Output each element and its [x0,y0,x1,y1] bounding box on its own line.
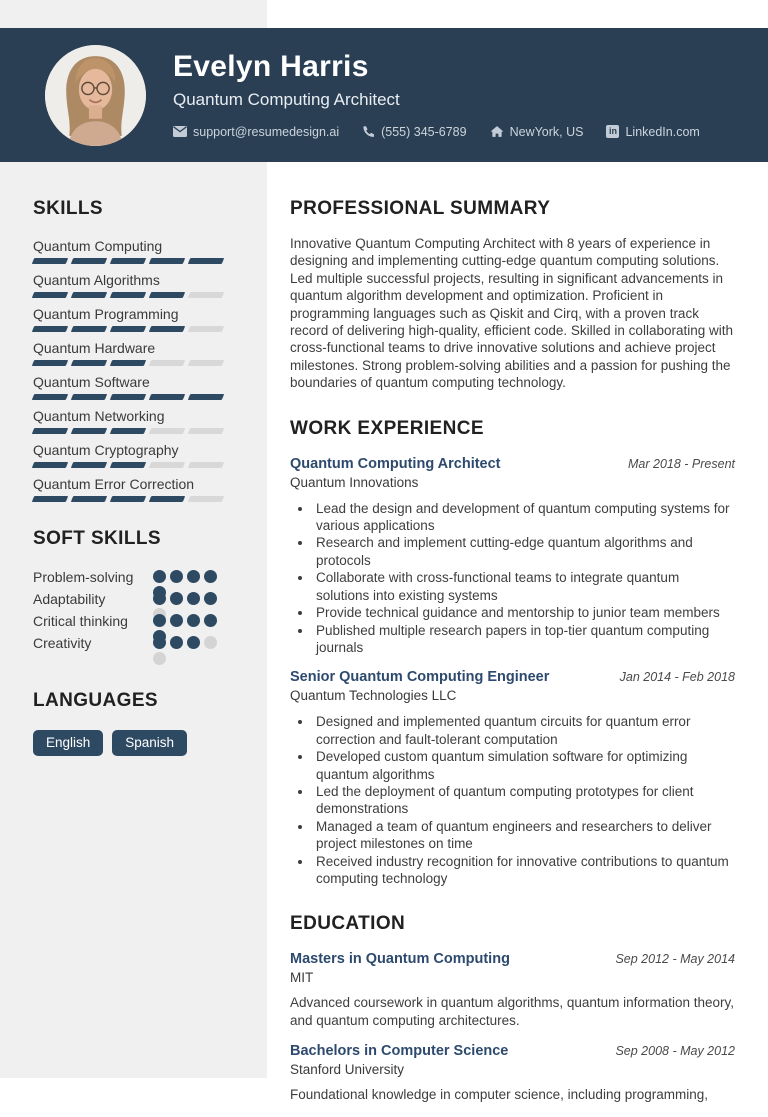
avatar-illustration [45,45,146,146]
skill-item [33,442,223,468]
home-icon [490,125,504,138]
bar-segment-filled [110,258,146,264]
skill-name: Quantum Cryptography [33,442,179,458]
education-school: Stanford University [290,1062,405,1078]
soft-skill-rating-dots [153,614,223,627]
soft-skill-name: Critical thinking [33,613,128,629]
bullet-item: • Developed custom quantum simulation software for optimizing quantum algorithms [313,748,735,783]
soft-skill-name: Problem-solving [33,569,134,585]
education-entry-header [290,950,735,968]
bar-segment-filled [110,326,146,332]
bar-segment-empty [149,462,185,468]
bar-segment-empty [149,360,185,366]
skill-level-bar [33,428,223,434]
main-column [267,162,768,1117]
languages-list [33,730,223,756]
education-dates: Sep 2012 - May 2014 [615,952,735,967]
rating-dot-filled [187,570,200,583]
education-description: Advanced coursework in quantum algorithms, quantum information theory, and quantum computing architectures. [290,995,734,1028]
skill-name: Quantum Programming [33,306,179,322]
bar-segment-filled [32,360,68,366]
rating-dot-filled [170,614,183,627]
education-degree: Masters in Quantum Computing [290,951,510,968]
bar-segment-empty [188,428,224,434]
contact-phone-text: (555) 345-6789 [381,124,467,139]
language-tag: English [33,730,103,756]
education-section-title: EDUCATION [290,913,406,935]
job-company: Quantum Technologies LLC [290,688,457,704]
experience-list [290,455,735,888]
bar-segment-filled [110,496,146,502]
job-title: Quantum Computing Architect [290,455,501,472]
soft-skill-item [33,634,223,656]
job-entry [290,455,735,657]
bar-segment-filled [32,428,68,434]
bar-segment-filled [110,428,146,434]
bar-segment-filled [32,292,68,298]
soft-skill-rating-dots [153,636,223,649]
skill-name: Quantum Computing [33,238,163,254]
rating-dot-filled [170,636,183,649]
contact-phone [362,125,466,139]
education-dates: Sep 2008 - May 2012 [615,1044,735,1059]
bar-segment-filled [110,360,146,366]
bullet-item: • Designed and implemented quantum circuits for quantum error correction and fault-tolerant computation [313,713,735,748]
rating-dot-empty [153,652,166,665]
rating-dot-filled [153,592,166,605]
soft-skill-name: Adaptability [33,591,106,607]
bar-segment-filled [71,258,107,264]
bar-segment-filled [149,394,185,400]
job-dates: Jan 2014 - Feb 2018 [619,670,735,685]
skill-level-bar [33,496,223,502]
skill-level-bar [33,292,223,298]
bar-segment-filled [110,462,146,468]
skill-name: Quantum Hardware [33,340,156,356]
rating-dot-filled [153,570,166,583]
skill-name: Quantum Error Correction [33,476,195,492]
sidebar [0,162,267,756]
contact-email-text: support@resumedesign.ai [193,124,340,139]
rating-dot-filled [187,592,200,605]
soft-skills-list [33,568,223,656]
bar-segment-filled [188,258,224,264]
bar-segment-filled [110,394,146,400]
skill-item [33,374,223,400]
bar-segment-empty [188,496,224,502]
skills-section-title: SKILLS [33,198,103,219]
contact-linkedin-text: LinkedIn.com [625,124,700,139]
experience-section-title: WORK EXPERIENCE [290,417,484,439]
soft-skill-item [33,590,223,612]
skill-name: Quantum Networking [33,408,165,424]
bar-segment-filled [32,462,68,468]
skill-item [33,408,223,434]
language-tag: Spanish [112,730,187,756]
skills-list [33,238,223,502]
languages-section-title: LANGUAGES [33,690,158,711]
job-entry [290,668,735,887]
contact-location [490,125,584,139]
skill-item [33,340,223,366]
skill-name: Quantum Software [33,374,150,390]
skill-level-bar [33,258,223,264]
bar-segment-filled [32,394,68,400]
person-name: Evelyn Harris [173,50,369,84]
envelope-icon [173,126,187,137]
linkedin-icon: in [606,125,619,138]
rating-dot-filled [187,614,200,627]
skill-level-bar [33,462,223,468]
profile-photo [45,45,146,146]
job-bullet-list [290,713,735,887]
education-school: MIT [290,970,314,986]
resume-header [0,28,768,162]
skill-name: Quantum Algorithms [33,272,160,288]
job-title: Senior Quantum Computing Engineer [290,669,550,686]
rating-dot-filled [187,636,200,649]
bar-segment-filled [110,292,146,298]
skill-level-bar [33,326,223,332]
education-degree: Bachelors in Computer Science [290,1043,509,1060]
bar-segment-empty [188,462,224,468]
bullet-item: • Led the deployment of quantum computing prototypes for client demonstrations [313,783,735,818]
rating-dot-filled [170,592,183,605]
job-entry-header [290,668,735,686]
soft-skill-item [33,568,223,590]
rating-dot-filled [153,636,166,649]
skill-level-bar [33,360,223,366]
rating-dot-filled [170,570,183,583]
bullet-item: • Lead the design and development of quantum computing systems for various applications [313,500,735,535]
skill-item [33,272,223,298]
person-job-title: Quantum Computing Architect [173,89,400,109]
bar-segment-filled [71,394,107,400]
bullet-item: • Collaborate with cross-functional teams to integrate quantum solutions into existing systems [313,569,735,604]
bar-segment-filled [149,496,185,502]
bar-segment-empty [149,428,185,434]
rating-dot-empty [204,636,217,649]
job-bullet-list [290,500,735,657]
rating-dot-filled [204,570,217,583]
contact-row [173,125,700,139]
bar-segment-filled [32,496,68,502]
bar-segment-filled [149,258,185,264]
soft-skill-rating-dots [153,592,223,605]
bar-segment-filled [71,326,107,332]
education-entry-header [290,1042,735,1060]
contact-email [173,125,339,139]
soft-skill-name: Creativity [33,635,92,651]
education-description: Foundational knowledge in computer science, including programming, [290,1087,708,1103]
rating-dot-filled [153,614,166,627]
skill-item [33,238,223,264]
summary-text: Innovative Quantum Computing Architect with 8 years of experience in designing and implementing cutting-edge quantum computing solutions. Led multiple successful projects, resulting in significant advancements in quantum algorithm development and optimization. Proficient in programming languages such as Qiskit and Cirq, with a proven track record of delivering high-quality, efficient code. Skilled in collaborating with cross-functional teams to drive innovative solutions and achieve project milestones. Strong problem-solving abilities and a passion for pushing the boundaries of quantum computing technology. [290,236,733,391]
skill-item [33,306,223,332]
bar-segment-empty [188,326,224,332]
bullet-item: • Published multiple research papers in top-tier quantum computing journals [313,622,735,657]
job-dates: Mar 2018 - Present [628,456,735,471]
contact-linkedin [606,125,699,139]
contact-location-text: NewYork, US [509,124,584,139]
bar-segment-filled [188,394,224,400]
education-entry [290,950,735,1029]
skill-level-bar [33,394,223,400]
bar-segment-empty [188,360,224,366]
bar-segment-filled [149,326,185,332]
bar-segment-filled [71,496,107,502]
education-list [290,950,735,1103]
rating-dot-filled [204,592,217,605]
education-entry [290,1042,735,1103]
bullet-item: • Provide technical guidance and mentorship to junior team members [313,604,735,621]
bar-segment-filled [71,360,107,366]
bar-segment-filled [71,428,107,434]
rating-dot-filled [204,614,217,627]
soft-skill-rating-dots [153,570,223,583]
bar-segment-filled [71,292,107,298]
bullet-item: • Managed a team of quantum engineers and researchers to deliver project milestones on time [313,818,735,853]
bar-segment-filled [71,462,107,468]
summary-section-title: PROFESSIONAL SUMMARY [290,198,551,219]
header-info [173,51,700,139]
skill-item [33,476,223,502]
job-company: Quantum Innovations [290,474,419,490]
bullet-item: • Research and implement cutting-edge quantum algorithms and protocols [313,534,735,569]
phone-icon [362,125,375,138]
bar-segment-filled [32,326,68,332]
bar-segment-empty [188,292,224,298]
bar-segment-filled [32,258,68,264]
bar-segment-filled [149,292,185,298]
bullet-item: • Received industry recognition for innovative contributions to quantum computing technology [313,853,735,888]
job-entry-header [290,455,735,473]
soft-skills-section-title: SOFT SKILLS [33,528,161,549]
soft-skill-item [33,612,223,634]
